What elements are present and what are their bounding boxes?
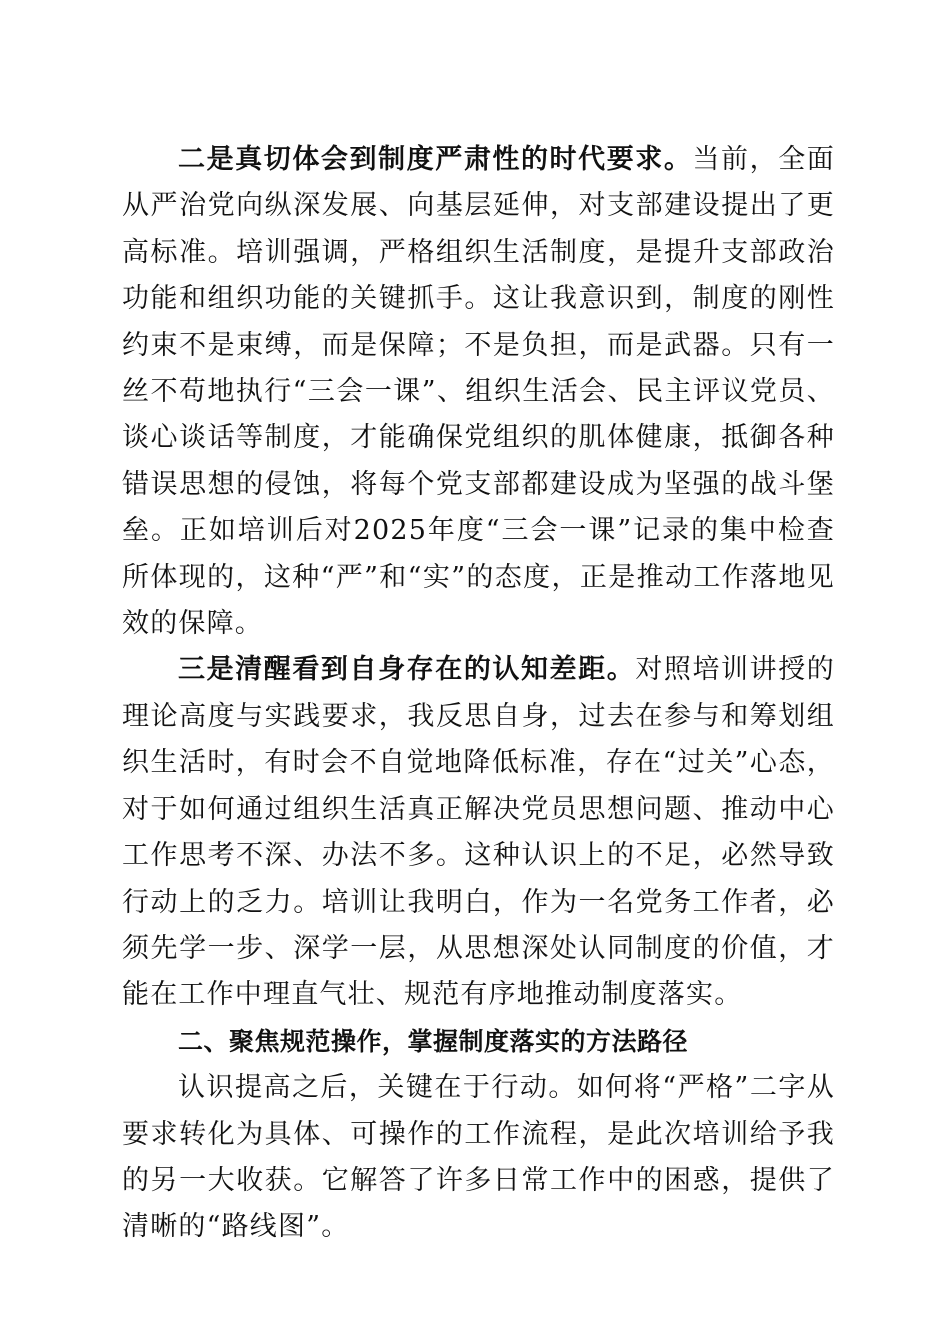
paragraph-text: 当前，全面从严治党向纵深发展、向基层延伸，对支部建设提出了更高标准。培训强调，严格组织生活制度，是提升支部政治功能和组织功能的关键抓手。这让我意识到，制度的刚性约束不是束缚，而是保障；不是负担，而是武器。只有一丝不苟地执行“三会一课”、组织生活会、民主评议党员、谈心谈话等制度，才能确保党组织的肌体健康，抵御各种错误思想的侵蚀，将每个党支部都建设成为坚强的战斗堡垒。正如培训后对2025年度“三会一课”记录的集中检查所体现的，这种“严”和“实”的态度，正是推动工作落地见效的保障。 [122, 144, 835, 640]
paragraph-cognitive-gap [122, 647, 835, 1018]
paragraph-lead: 二是真切体会到制度严肃性的时代要求。 [178, 144, 693, 175]
paragraph-institutional-seriousness [122, 137, 835, 647]
document-body [122, 137, 835, 1251]
paragraph-closing: 认识提高之后，关键在于行动。如何将“严格”二字从要求转化为具体、可操作的工作流程，是此次培训给予我的另一大收获。它解答了许多日常工作中的困惑，提供了清晰的“路线图”。 [122, 1072, 835, 1243]
paragraph-lead: 三是清醒看到自身存在的认知差距。 [178, 654, 636, 686]
section-heading: 二、聚焦规范操作，掌握制度落实的方法路径 [178, 1026, 689, 1056]
paragraph-text: 对照培训讲授的理论高度与实践要求，我反思自身，过去在参与和筹划组织生活时，有时会不自觉地降低标准，存在“过关”心态，对于如何通过组织生活真正解决党员思想问题、推动中心工作思考不深、办法不多。这种认识上的不足，必然导致行动上的乏力。培训让我明白，作为一名党务工作者，必须先学一步、深学一层，从思想深处认同制度的价值，才能在工作中理直气壮、规范有序地推动制度落实。 [122, 654, 836, 1011]
